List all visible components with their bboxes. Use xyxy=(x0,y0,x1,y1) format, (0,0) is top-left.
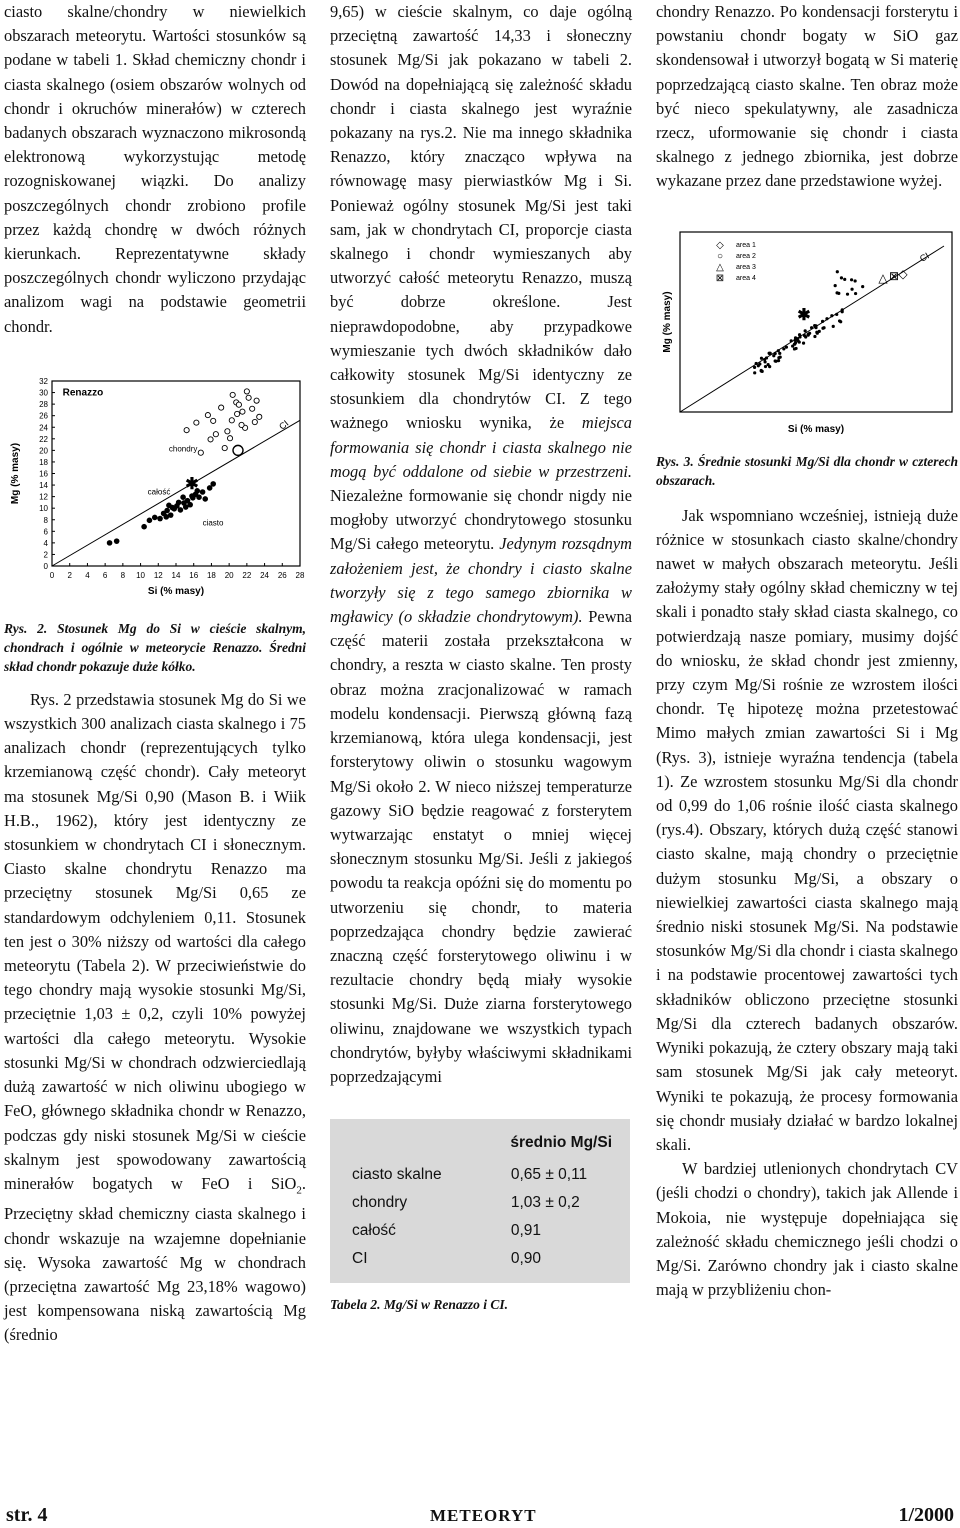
mg-si-scatter-chart xyxy=(4,361,306,603)
y-tick-label: 28 xyxy=(39,399,48,409)
x-tick-label: 0 xyxy=(49,570,55,580)
data-point xyxy=(861,285,864,288)
data-point xyxy=(774,352,777,355)
table-header-label: średnio Mg/Si xyxy=(510,1134,612,1152)
chart-title: Renazzo xyxy=(62,387,104,399)
y-tick-label: 32 xyxy=(39,376,48,386)
chondry-point xyxy=(252,419,257,424)
data-point xyxy=(825,317,828,320)
legend-marker: ◇ xyxy=(716,239,724,251)
x-tick-label: 18 xyxy=(206,570,216,580)
ciasto-point xyxy=(196,494,202,500)
ciasto-point xyxy=(178,507,184,513)
x-tick-label: 24 xyxy=(260,570,270,580)
chondry-point xyxy=(239,422,244,427)
area-mean-marker: ◇ xyxy=(898,266,908,281)
annotation-label: CI xyxy=(918,250,931,264)
paragraph-text: Pewna część materii została przekształcona w chondry, a reszta w ciasto skalne. Ten prosty obraz można zracjonalizować w ramach modelu kondensacji. Pierwszą główną fazą krzemianową, która ulega kondensacji, jest forsterytowy oliwin o stosunku wagowym Mg/Si około 2. W nieco niższej temperaturze gazowy SiO będzie reagować z forsterytem wytwarzając enstatyt o mniej więcej słonecznym stosunku Mg/Si. Jeśli z jakiegoś powodu ta reakcja opóźni się do momentu po utworzeniu się chondr, to materia poprzedzająca chondry będzie zawierać znaczną część forsterytowego oliwinu i w rezultacie chondry będą miały wysokie stosunki Mg/Si. Duże ziarna forsterytowego oliwinu, znajdowane we wszystkich typach chondrytów, byłyby właściwymi składnikami poprzedzającymi xyxy=(330,607,632,1086)
data-point xyxy=(777,356,780,359)
legend-label: area 1 xyxy=(736,241,756,249)
table-row xyxy=(330,1161,630,1189)
annotation-label: chondry xyxy=(168,444,198,454)
data-point xyxy=(814,326,817,329)
area-mean-marker: △ xyxy=(878,270,888,285)
table-row xyxy=(330,1189,630,1217)
chondry-point xyxy=(230,392,235,397)
table-cell-label: CI xyxy=(352,1250,368,1268)
paragraph-text: 9,65) w cieście skalnym, co daje ogólną przeciętną zawartość 14,33 i słoneczny stosunek Mg/Si jak pokazano w tabeli 2. Dowód na dopełniającą się zależność składu chondr i ciasta skalnego jest wyraźnie pokazany na rys.2. Nie ma innego składnika Renazzo, który znacząco wpływa na równowagę masy pierwiastków Mg i Si. Ponieważ ogólny stosunek Mg/Si jest taki sam, jak w chondrytach CI, proporcje ciasta skalnego i chondr wymieszanych aby utworzyć całość meteorytu Renazzo, muszą być dobrze określone. Jest nieprawdopodobne, aby przypadkowe wymieszanie tych dwóch składników dało całkowity stosunek Mg/Si identyczny ze stosunkiem dla chondrytów CI. Z tego ważnego wniosku wynika, że xyxy=(330,2,632,433)
legend-label: area 3 xyxy=(736,263,756,271)
x-axis-label: Si (% masy) xyxy=(147,585,205,597)
table-cell-value: 0,90 xyxy=(510,1250,542,1268)
paragraph: chondry Renazzo. Po kondensacji forsterytu i powstaniu chondr bogaty w SiO gaz skondensował i utworzył bogatą w Si materię poprzedzającą ciasto skalne. Ten obraz może być nieco spekulatywny, ale zasadnicza rzecz, uformowanie się chondr i ciasta skalnego z jednego zbiornika, jest dobrze wykazane przez dane przedstawione wyżej. xyxy=(656,2,958,191)
data-point xyxy=(836,270,839,273)
plot-frame xyxy=(52,381,300,566)
x-tick-label: 22 xyxy=(242,570,252,580)
data-point xyxy=(840,276,843,279)
data-point xyxy=(798,333,801,336)
chondry-point xyxy=(254,398,259,403)
chondry-point xyxy=(213,431,218,436)
data-point xyxy=(794,346,797,349)
data-point xyxy=(753,365,756,368)
paragraph xyxy=(4,688,306,1348)
y-tick-label: 10 xyxy=(39,504,48,514)
chondry-point xyxy=(194,420,199,425)
ciasto-point xyxy=(114,538,120,544)
y-tick-label: 14 xyxy=(39,480,48,490)
data-point xyxy=(843,277,846,280)
data-point xyxy=(765,356,768,359)
data-point xyxy=(794,341,797,344)
x-tick-label: 28 xyxy=(295,570,305,580)
data-point xyxy=(830,314,833,317)
data-point xyxy=(821,326,824,329)
column-1 xyxy=(4,0,306,1348)
emphasis-text: Jedynym rozsądnym założeniem jest, że chondry i ciasto skalne tworzyły się z tego samego zbiornika w mgławicy (o składzie chondrytowym). xyxy=(330,534,632,627)
annotation-label: całość xyxy=(147,487,171,497)
y-axis-label: Mg (% masy) xyxy=(10,442,21,504)
data-point xyxy=(761,369,764,372)
paragraph xyxy=(330,0,632,1089)
paragraph: Jak wspomniano wcześniej, istnieją duże różnice w stosunkach ciasto skalne/chondry nawet w małych obszarach meteorytu. Jeśli założymy stały ogólny skład chemiczny w tej skali i ponadto stały skład ciasta skalnego, co potwierdzają nasze pomiary, musimy dojść do wniosku, że skład chondr jest zmienny, przy czym Mg/Si rośnie ze wzrostem ilości chondr. Tę hipotezę można przetestować Mimo małych zmian zawartości Si i Mg (Rys. 3), istnieje wyraźna tendencja (tabela 1). Ze wzrostem stosunku Mg/Si dla chondr od 0,99 do 1,06 rośnie ilość ciasta skalnego (rys.4). Obszary, których dużą część stanowi ciasto skalne, mają chondry o przeciętnie dużym stosunku Mg/Si, a obszary o niewielkiej zawartości ciasta skalnego mają średnio niski stosunek Mg/Si. Na podstawie stosunków Mg/Si dla chondr i ciasta skalnego i na podstawie procentowej zawartości tych składników obliczono przeciętne stosunki Mg/Si dla czterech badanych obszarów. Wyniki pokazują, że cztery obszary mają taki sam stosunek Mg/Si jak cały meteoryt. Wyniki te pokazują, że procesy formowania się chondr musiały działać w bardzo lokalnej skali. xyxy=(656,505,958,1154)
table-row xyxy=(330,1245,630,1273)
data-point xyxy=(782,347,785,350)
legend-marker: ○ xyxy=(716,250,724,262)
chondry-point xyxy=(184,427,189,432)
x-tick-label: 26 xyxy=(277,570,287,580)
chondry-point xyxy=(236,402,241,407)
chondry-point xyxy=(246,395,251,400)
paragraph: ciasto skalne/chondry w niewielkich obszarach meteorytu. Wartości stosunków są podane w tabeli 1. Skład chemiczny chondr i ciasta skalnego (osiem obszarów wolnych od chondr i okruchów minerałów) w czterech badanych obszarach wyznaczono mikrosondą elektronową wykorzystując metodę rozogniskowanej wiązki. Do analizy poszczególnych chondr zrobiono profile przez każdą chondrę w dwóch różnych kierunkach. Reprezentatywne składy poszczególnych chondr wyliczono przydając analizom wagi na podstawie geometrii chondr. xyxy=(4,2,306,336)
figure-2-caption: Rys. 2. Stosunek Mg do Si w cieście skalnym, chondrach i ogólnie w meteorycie Renazzo. Średni skład chondr pokazuje duże kółko. xyxy=(4,620,306,674)
x-tick-label: 20 xyxy=(224,570,234,580)
data-point xyxy=(807,333,810,336)
data-point xyxy=(854,279,857,282)
data-point xyxy=(813,335,816,338)
data-point xyxy=(794,336,797,339)
paragraph-text: Rys. 2 przedstawia stosunek Mg do Si we wszystkich 300 analizach ciasta skalnego i 75 analizach chondr (reprezentujących tylko krzemianową część chondr). Cały meteoryt ma stosunek Mg/Si 0,90 (Mason B. i Wiik H.B., 1962), który jest identyczny ze stosunkiem w chondrytach CI i słonecznym. Ciasto skalne chondrytu Renazzo ma przeciętny stosunek Mg/Si 0,65 ze standardowym odchyleniem 0,11. Stosunek ten jest o 30% niższy od wartości dla całego meteorytu (Tabela 2). W przeciwieństwie do tego chondry mają wysokie stosunki Mg/Si, przeciętnie 1,03 ± 0,2, czyli 10% powyżej wartości dla całego meteorytu. Wysokie stosunki Mg/Si w chondrach odzwierciedlają dużą zawartość w nich oliwinu ubogiego w FeO, głównego składnika chondr w Renazzo, podczas gdy niski stosunek Mg/Si w cieście skalnym jest spowodowany zawartością minerałów bogatych w FeO i SiO xyxy=(4,689,306,1193)
data-point xyxy=(854,292,857,295)
data-point xyxy=(764,365,767,368)
legend-label: area 4 xyxy=(736,274,756,282)
ciasto-point xyxy=(183,504,189,510)
calosc-star: ✱ xyxy=(797,306,811,324)
figure-2 xyxy=(4,361,306,603)
x-tick-label: 8 xyxy=(120,570,126,580)
data-point xyxy=(760,356,763,359)
issue-number: 1/2000 xyxy=(898,1504,954,1526)
paragraph-text: Niezależne formowanie się chondr nigdy nie mogłoby utworzyć chondrytowego stosunku Mg/Si całego meteorytu. xyxy=(330,486,632,554)
data-point xyxy=(834,284,837,287)
y-tick-label: 0 xyxy=(43,561,48,571)
ciasto-point xyxy=(164,508,170,514)
data-point xyxy=(796,339,799,342)
data-point xyxy=(753,371,756,374)
ciasto-point xyxy=(180,494,186,500)
table-cell-label: całość xyxy=(352,1222,396,1240)
mg-si-table xyxy=(330,1119,630,1283)
table-2-caption: Tabela 2. Mg/Si w Renazzo i CI. xyxy=(330,1297,509,1313)
page-footer xyxy=(0,1504,960,1528)
ciasto-point xyxy=(152,514,158,520)
ciasto-point xyxy=(200,489,206,495)
legend-marker: △ xyxy=(716,261,724,273)
x-axis-label: Si (% masy) xyxy=(787,423,845,435)
column-3 xyxy=(656,0,958,1302)
ciasto-point xyxy=(189,493,195,499)
data-point xyxy=(774,359,777,362)
chondry-point xyxy=(222,445,227,450)
data-point xyxy=(778,351,781,354)
x-tick-label: 16 xyxy=(189,570,199,580)
y-tick-label: 18 xyxy=(39,457,48,467)
ciasto-point xyxy=(176,499,182,505)
calosc-star: ✱ xyxy=(185,475,199,493)
x-tick-label: 10 xyxy=(136,570,146,580)
y-tick-label: 6 xyxy=(43,527,48,537)
data-point xyxy=(763,360,766,363)
ciasto-point xyxy=(107,540,113,546)
table-cell-value: 0,91 xyxy=(510,1222,542,1240)
data-point xyxy=(850,278,853,281)
y-tick-label: 4 xyxy=(43,538,48,548)
y-tick-label: 24 xyxy=(39,423,48,433)
annotation-label: ciasto xyxy=(202,518,224,528)
y-tick-label: 20 xyxy=(39,446,48,456)
x-tick-label: 14 xyxy=(171,570,181,580)
area-mean-marker: ⊠ xyxy=(888,268,900,283)
annotation-label: CI xyxy=(277,418,291,432)
paragraph: W bardziej utlenionych chondrytach CV (jeśli chodzi o chondry), takich jak Allende i Mokoia, nie występuje dopełniająca się zależność składu chemicznego jeśli chodzi o Mg/Si. Zarówno chondry jak i ciasto skalne mają w przybliżeniu chon- xyxy=(656,1159,958,1300)
data-point xyxy=(790,339,793,342)
table-cell-label: chondry xyxy=(352,1194,408,1212)
x-tick-label: 2 xyxy=(67,570,72,580)
data-point xyxy=(755,361,758,364)
data-point xyxy=(767,363,770,366)
x-tick-label: 4 xyxy=(85,570,90,580)
data-point xyxy=(850,287,853,290)
chondry-point xyxy=(235,411,240,416)
ciasto-point xyxy=(157,516,163,522)
ciasto-point xyxy=(166,502,172,508)
data-point xyxy=(832,324,835,327)
chondry-point xyxy=(244,389,249,394)
ciasto-point xyxy=(210,481,216,487)
table-cell-label: ciasto skalne xyxy=(352,1166,442,1184)
y-tick-label: 22 xyxy=(39,434,48,444)
emphasis-text: miejsca formowania się chondr i ciasta skalnego nie mogą być oddalone od siebie w przestrzeni. xyxy=(330,413,632,481)
y-tick-label: 26 xyxy=(39,411,48,421)
data-point xyxy=(804,329,807,332)
data-point xyxy=(758,362,761,365)
paragraph-text: . Przeciętny skład chemiczny ciasta skalnego i chondr wskazuje na wzajemne dopełnianie się. Wysoka zawartość Mg w chondrach (przeciętna zawartość Mg 23,18% wagowo) jest kompensowana niską zawartością Mg (średnio xyxy=(4,1173,306,1345)
chondry-point xyxy=(227,435,232,440)
legend-marker: ⊠ xyxy=(715,272,725,284)
chondry-point xyxy=(257,414,262,419)
page-number: str. 4 xyxy=(6,1504,48,1526)
y-tick-label: 8 xyxy=(43,515,48,525)
x-tick-label: 6 xyxy=(102,570,108,580)
figure-3-caption: Rys. 3. Średnie stosunki Mg/Si dla chondr w czterech obszarach. xyxy=(656,453,958,488)
mg-si-area-chart xyxy=(656,220,958,442)
table-cell-value: 0,65 ± 0,11 xyxy=(510,1166,588,1184)
data-point xyxy=(810,326,813,329)
data-point xyxy=(818,329,821,332)
chondry-point xyxy=(198,450,203,455)
ciasto-point xyxy=(141,524,147,530)
y-tick-label: 12 xyxy=(39,492,48,502)
table-cell-value: 1,03 ± 0,2 xyxy=(510,1194,580,1212)
subscript: 2 xyxy=(296,1184,302,1197)
chondry-point xyxy=(250,406,255,411)
chondry-point xyxy=(208,437,213,442)
data-point xyxy=(803,334,806,337)
y-tick-label: 2 xyxy=(43,550,48,560)
legend-label: area 2 xyxy=(736,252,756,260)
chondry-point xyxy=(219,405,224,410)
data-point xyxy=(802,341,805,344)
data-point xyxy=(835,312,838,315)
chondry-point xyxy=(205,412,210,417)
data-point xyxy=(838,319,841,322)
chondry-point xyxy=(240,409,245,414)
chondry-point xyxy=(225,429,230,434)
table-header xyxy=(330,1125,630,1161)
ciasto-point xyxy=(202,496,208,502)
y-tick-label: 16 xyxy=(39,469,48,479)
figure-3 xyxy=(656,220,958,442)
table-row xyxy=(330,1217,630,1245)
journal-title: METEORYT xyxy=(430,1506,537,1525)
chondry-mean-circle xyxy=(233,445,243,455)
data-point xyxy=(841,310,844,313)
data-point xyxy=(846,292,849,295)
y-tick-label: 30 xyxy=(39,388,48,398)
ciasto-point xyxy=(163,514,169,520)
chondry-point xyxy=(229,418,234,423)
ci-line xyxy=(52,420,300,566)
x-tick-label: 12 xyxy=(153,570,163,580)
data-point xyxy=(768,351,771,354)
data-point xyxy=(837,291,840,294)
data-point xyxy=(777,359,780,362)
ciasto-point xyxy=(147,517,153,523)
y-axis-label: Mg (% masy) xyxy=(662,291,673,353)
chondry-point xyxy=(211,418,216,423)
data-point xyxy=(821,319,824,322)
column-2 xyxy=(330,0,632,1314)
